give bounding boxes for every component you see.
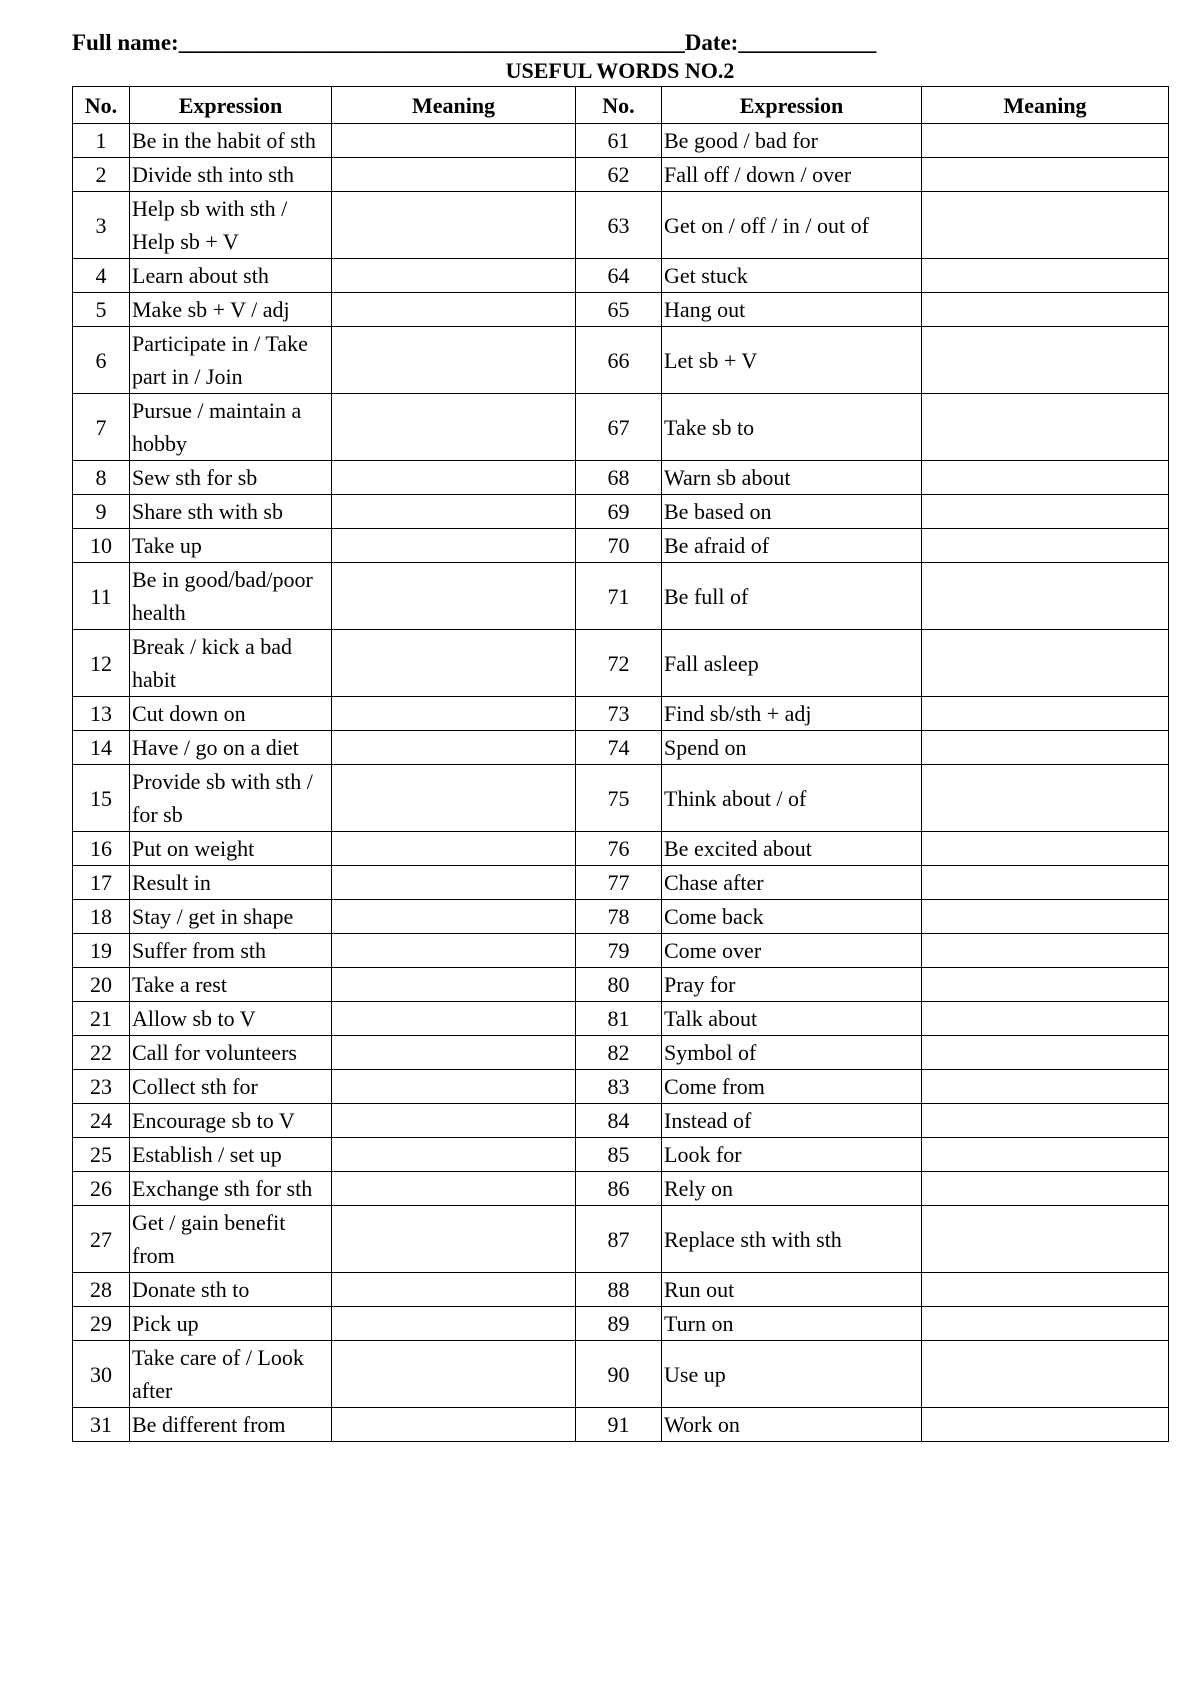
expression-left: Learn about sth	[130, 259, 332, 293]
entry-number-right: 91	[576, 1408, 662, 1442]
expression-left: Pursue / maintain a hobby	[130, 394, 332, 461]
entry-number-right: 88	[576, 1273, 662, 1307]
meaning-field-right[interactable]	[922, 259, 1169, 293]
entry-number-left: 19	[73, 934, 130, 968]
entry-number-left: 5	[73, 293, 130, 327]
meaning-field-left[interactable]	[332, 832, 576, 866]
expression-right: Turn on	[662, 1307, 922, 1341]
table-row	[73, 327, 1169, 394]
meaning-field-right[interactable]	[922, 832, 1169, 866]
entry-number-left: 18	[73, 900, 130, 934]
expression-right: Find sb/sth + adj	[662, 697, 922, 731]
table-row	[73, 866, 1169, 900]
entry-number-right: 90	[576, 1341, 662, 1408]
entry-number-left: 14	[73, 731, 130, 765]
meaning-field-left[interactable]	[332, 968, 576, 1002]
meaning-field-left[interactable]	[332, 124, 576, 158]
page-title: USEFUL WORDS NO.2	[505, 58, 735, 83]
table-row	[73, 461, 1169, 495]
meaning-field-left[interactable]	[332, 1036, 576, 1070]
table-row	[73, 630, 1169, 697]
meaning-field-right[interactable]	[922, 1036, 1169, 1070]
meaning-field-left[interactable]	[332, 495, 576, 529]
entry-number-left: 10	[73, 529, 130, 563]
table-row	[73, 192, 1169, 259]
table-row	[73, 765, 1169, 832]
table-row	[73, 529, 1169, 563]
meaning-field-left[interactable]	[332, 461, 576, 495]
meaning-field-left[interactable]	[332, 731, 576, 765]
table-row	[73, 1172, 1169, 1206]
meaning-field-left[interactable]	[332, 1307, 576, 1341]
entry-number-right: 61	[576, 124, 662, 158]
full-name-field[interactable]: ____________________________________________	[178, 30, 685, 55]
column-header-expression-left: Expression	[130, 87, 332, 124]
entry-number-right: 62	[576, 158, 662, 192]
expression-right: Run out	[662, 1273, 922, 1307]
meaning-field-left[interactable]	[332, 934, 576, 968]
expression-left: Result in	[130, 866, 332, 900]
column-header-meaning-right: Meaning	[922, 87, 1169, 124]
expression-right: Come from	[662, 1070, 922, 1104]
full-name-label: Full name:	[72, 30, 179, 55]
meaning-field-left[interactable]	[332, 1172, 576, 1206]
table-row	[73, 731, 1169, 765]
meaning-field-right[interactable]	[922, 1307, 1169, 1341]
expression-left: Stay / get in shape	[130, 900, 332, 934]
table-header-row	[73, 87, 1169, 124]
expression-right: Talk about	[662, 1002, 922, 1036]
expression-left: Exchange sth for sth	[130, 1172, 332, 1206]
meaning-field-left[interactable]	[332, 394, 576, 461]
entry-number-left: 11	[73, 563, 130, 630]
meaning-field-right[interactable]	[922, 866, 1169, 900]
meaning-field-left[interactable]	[332, 563, 576, 630]
entry-number-left: 3	[73, 192, 130, 259]
name-date-line	[72, 30, 876, 56]
expression-left: Cut down on	[130, 697, 332, 731]
table-row	[73, 1070, 1169, 1104]
table-row	[73, 394, 1169, 461]
table-row	[73, 1138, 1169, 1172]
meaning-field-left[interactable]	[332, 1273, 576, 1307]
expression-left: Put on weight	[130, 832, 332, 866]
entry-number-right: 84	[576, 1104, 662, 1138]
entry-number-right: 78	[576, 900, 662, 934]
table-row	[73, 900, 1169, 934]
expression-left: Provide sb with sth / for sb	[130, 765, 332, 832]
entry-number-right: 87	[576, 1206, 662, 1273]
entry-number-left: 24	[73, 1104, 130, 1138]
entry-number-right: 89	[576, 1307, 662, 1341]
expression-right: Symbol of	[662, 1036, 922, 1070]
expression-right: Be based on	[662, 495, 922, 529]
meaning-field-left[interactable]	[332, 192, 576, 259]
meaning-field-left[interactable]	[332, 1206, 576, 1273]
meaning-field-left[interactable]	[332, 765, 576, 832]
table-row	[73, 124, 1169, 158]
entry-number-right: 77	[576, 866, 662, 900]
entry-number-left: 1	[73, 124, 130, 158]
meaning-field-right[interactable]	[922, 1408, 1169, 1442]
meaning-field-left[interactable]	[332, 529, 576, 563]
meaning-field-left[interactable]	[332, 158, 576, 192]
entry-number-right: 68	[576, 461, 662, 495]
meaning-field-right[interactable]	[922, 1273, 1169, 1307]
table-row	[73, 495, 1169, 529]
meaning-field-left[interactable]	[332, 866, 576, 900]
meaning-field-right[interactable]	[922, 765, 1169, 832]
entry-number-right: 73	[576, 697, 662, 731]
entry-number-right: 71	[576, 563, 662, 630]
entry-number-left: 15	[73, 765, 130, 832]
meaning-field-right[interactable]	[922, 461, 1169, 495]
meaning-field-right[interactable]	[922, 192, 1169, 259]
table-body	[73, 124, 1169, 1442]
entry-number-right: 75	[576, 765, 662, 832]
expression-right: Look for	[662, 1138, 922, 1172]
table-row	[73, 1341, 1169, 1408]
entry-number-right: 66	[576, 327, 662, 394]
entry-number-left: 2	[73, 158, 130, 192]
expression-left: Encourage sb to V	[130, 1104, 332, 1138]
entry-number-left: 9	[73, 495, 130, 529]
expression-right: Replace sth with sth	[662, 1206, 922, 1273]
meaning-field-left[interactable]	[332, 900, 576, 934]
expression-right: Warn sb about	[662, 461, 922, 495]
expression-right: Use up	[662, 1341, 922, 1408]
meaning-field-left[interactable]	[332, 293, 576, 327]
meaning-field-right[interactable]	[922, 1172, 1169, 1206]
entry-number-right: 85	[576, 1138, 662, 1172]
entry-number-right: 69	[576, 495, 662, 529]
expression-left: Get / gain benefit from	[130, 1206, 332, 1273]
expression-left: Collect sth for	[130, 1070, 332, 1104]
meaning-field-right[interactable]	[922, 900, 1169, 934]
expression-right: Hang out	[662, 293, 922, 327]
meaning-field-right[interactable]	[922, 495, 1169, 529]
meaning-field-right[interactable]	[922, 697, 1169, 731]
column-header-meaning-left: Meaning	[332, 87, 576, 124]
expression-left: Be in good/bad/poor health	[130, 563, 332, 630]
table-row	[73, 1408, 1169, 1442]
meaning-field-left[interactable]	[332, 1070, 576, 1104]
expression-left: Have / go on a diet	[130, 731, 332, 765]
vocabulary-table	[72, 86, 1169, 1442]
expression-right: Be afraid of	[662, 529, 922, 563]
table-row	[73, 259, 1169, 293]
entry-number-right: 74	[576, 731, 662, 765]
entry-number-right: 82	[576, 1036, 662, 1070]
entry-number-right: 72	[576, 630, 662, 697]
entry-number-right: 83	[576, 1070, 662, 1104]
meaning-field-right[interactable]	[922, 124, 1169, 158]
expression-right: Be full of	[662, 563, 922, 630]
expression-left: Be different from	[130, 1408, 332, 1442]
meaning-field-right[interactable]	[922, 1104, 1169, 1138]
expression-right: Get stuck	[662, 259, 922, 293]
expression-right: Rely on	[662, 1172, 922, 1206]
meaning-field-right[interactable]	[922, 1070, 1169, 1104]
table-row	[73, 158, 1169, 192]
expression-right: Think about / of	[662, 765, 922, 832]
meaning-field-right[interactable]	[922, 158, 1169, 192]
table-row	[73, 1206, 1169, 1273]
table-row	[73, 1036, 1169, 1070]
expression-left: Allow sb to V	[130, 1002, 332, 1036]
meaning-field-left[interactable]	[332, 697, 576, 731]
expression-left: Break / kick a bad habit	[130, 630, 332, 697]
meaning-field-left[interactable]	[332, 630, 576, 697]
entry-number-left: 21	[73, 1002, 130, 1036]
meaning-field-right[interactable]	[922, 630, 1169, 697]
meaning-field-right[interactable]	[922, 1002, 1169, 1036]
table-row	[73, 1104, 1169, 1138]
meaning-field-left[interactable]	[332, 1002, 576, 1036]
entry-number-right: 79	[576, 934, 662, 968]
entry-number-left: 27	[73, 1206, 130, 1273]
expression-right: Get on / off / in / out of	[662, 192, 922, 259]
meaning-field-right[interactable]	[922, 1206, 1169, 1273]
expression-left: Participate in / Take part in / Join	[130, 327, 332, 394]
expression-right: Take sb to	[662, 394, 922, 461]
entry-number-left: 23	[73, 1070, 130, 1104]
entry-number-right: 76	[576, 832, 662, 866]
expression-left: Divide sth into sth	[130, 158, 332, 192]
expression-left: Suffer from sth	[130, 934, 332, 968]
meaning-field-right[interactable]	[922, 327, 1169, 394]
column-header-no-right: No.	[576, 87, 662, 124]
expression-left: Make sb + V / adj	[130, 293, 332, 327]
expression-left: Pick up	[130, 1307, 332, 1341]
date-field[interactable]: ____________	[738, 30, 877, 55]
entry-number-right: 81	[576, 1002, 662, 1036]
meaning-field-right[interactable]	[922, 731, 1169, 765]
expression-right: Come back	[662, 900, 922, 934]
expression-right: Be good / bad for	[662, 124, 922, 158]
entry-number-left: 17	[73, 866, 130, 900]
expression-right: Fall off / down / over	[662, 158, 922, 192]
entry-number-right: 67	[576, 394, 662, 461]
expression-left: Donate sth to	[130, 1273, 332, 1307]
expression-right: Chase after	[662, 866, 922, 900]
expression-right: Fall asleep	[662, 630, 922, 697]
meaning-field-left[interactable]	[332, 1341, 576, 1408]
expression-right: Spend on	[662, 731, 922, 765]
meaning-field-right[interactable]	[922, 563, 1169, 630]
entry-number-left: 12	[73, 630, 130, 697]
meaning-field-left[interactable]	[332, 1138, 576, 1172]
expression-right: Work on	[662, 1408, 922, 1442]
meaning-field-left[interactable]	[332, 327, 576, 394]
expression-left: Be in the habit of sth	[130, 124, 332, 158]
expression-left: Establish / set up	[130, 1138, 332, 1172]
entry-number-left: 28	[73, 1273, 130, 1307]
table-row	[73, 293, 1169, 327]
entry-number-right: 64	[576, 259, 662, 293]
entry-number-left: 20	[73, 968, 130, 1002]
entry-number-left: 7	[73, 394, 130, 461]
meaning-field-right[interactable]	[922, 394, 1169, 461]
table-row	[73, 563, 1169, 630]
entry-number-left: 8	[73, 461, 130, 495]
expression-left: Help sb with sth / Help sb + V	[130, 192, 332, 259]
entry-number-left: 30	[73, 1341, 130, 1408]
entry-number-right: 65	[576, 293, 662, 327]
expression-left: Sew sth for sb	[130, 461, 332, 495]
table-row	[73, 968, 1169, 1002]
entry-number-left: 25	[73, 1138, 130, 1172]
meaning-field-right[interactable]	[922, 934, 1169, 968]
table-row	[73, 1273, 1169, 1307]
entry-number-left: 31	[73, 1408, 130, 1442]
entry-number-right: 80	[576, 968, 662, 1002]
expression-left: Take a rest	[130, 968, 332, 1002]
expression-left: Call for volunteers	[130, 1036, 332, 1070]
table-row	[73, 934, 1169, 968]
entry-number-left: 22	[73, 1036, 130, 1070]
table-row	[73, 1307, 1169, 1341]
meaning-field-right[interactable]	[922, 1341, 1169, 1408]
meaning-field-right[interactable]	[922, 529, 1169, 563]
table-row	[73, 832, 1169, 866]
meaning-field-right[interactable]	[922, 968, 1169, 1002]
expression-right: Come over	[662, 934, 922, 968]
table-row	[73, 697, 1169, 731]
column-header-expression-right: Expression	[662, 87, 922, 124]
entry-number-right: 70	[576, 529, 662, 563]
expression-right: Instead of	[662, 1104, 922, 1138]
entry-number-left: 29	[73, 1307, 130, 1341]
entry-number-left: 26	[73, 1172, 130, 1206]
entry-number-right: 63	[576, 192, 662, 259]
table-row	[73, 1002, 1169, 1036]
meaning-field-left[interactable]	[332, 1408, 576, 1442]
date-label: Date:	[684, 30, 739, 55]
column-header-no-left: No.	[73, 87, 130, 124]
entry-number-left: 16	[73, 832, 130, 866]
meaning-field-right[interactable]	[922, 293, 1169, 327]
expression-right: Let sb + V	[662, 327, 922, 394]
expression-left: Take care of / Look after	[130, 1341, 332, 1408]
expression-left: Share sth with sb	[130, 495, 332, 529]
entry-number-left: 6	[73, 327, 130, 394]
entry-number-left: 13	[73, 697, 130, 731]
expression-left: Take up	[130, 529, 332, 563]
expression-right: Be excited about	[662, 832, 922, 866]
entry-number-right: 86	[576, 1172, 662, 1206]
entry-number-left: 4	[73, 259, 130, 293]
meaning-field-left[interactable]	[332, 259, 576, 293]
meaning-field-right[interactable]	[922, 1138, 1169, 1172]
meaning-field-left[interactable]	[332, 1104, 576, 1138]
expression-right: Pray for	[662, 968, 922, 1002]
